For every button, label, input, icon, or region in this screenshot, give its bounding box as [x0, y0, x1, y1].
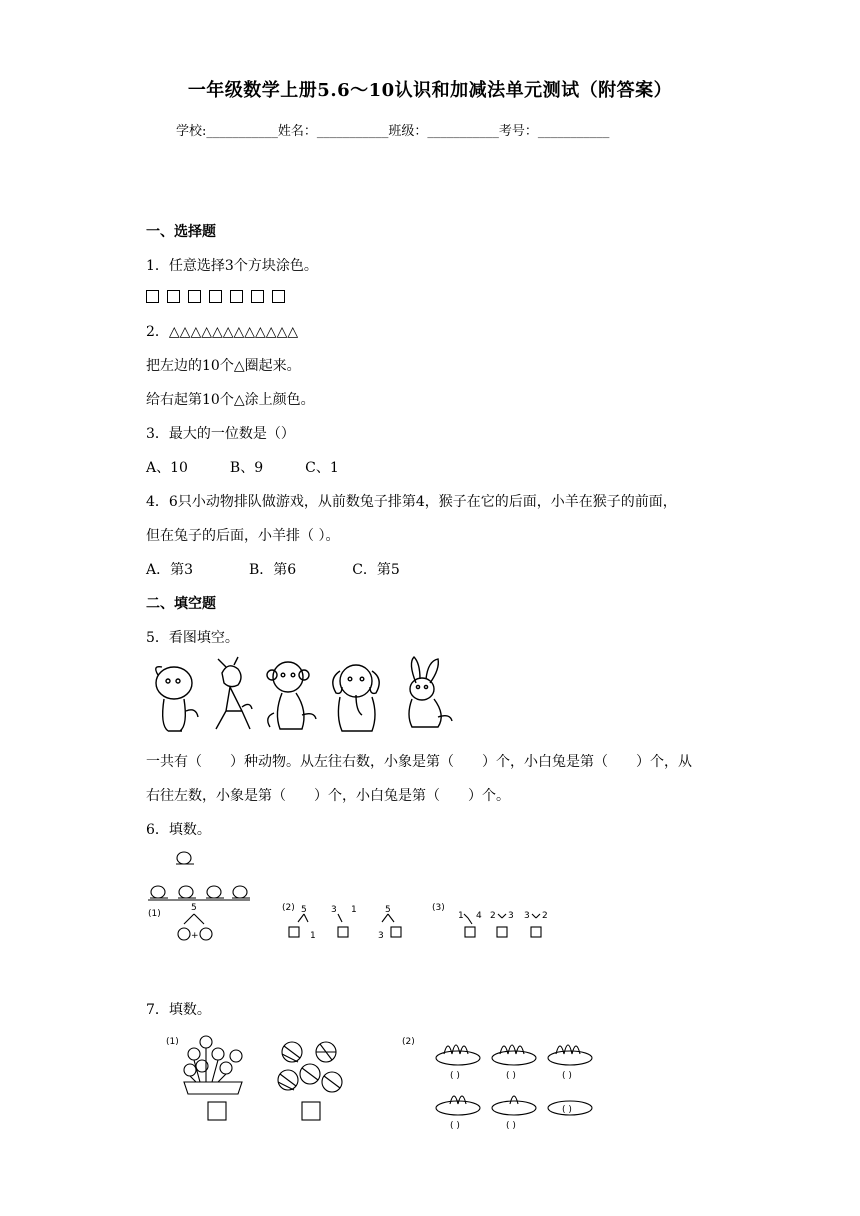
animals-illustration [146, 655, 466, 737]
q6-3b-box [497, 927, 507, 937]
q6-1-circle-right [200, 928, 212, 940]
q1-squares [146, 288, 293, 304]
deer-icon [216, 657, 252, 729]
q6-2b-right: 1 [351, 905, 357, 915]
question-6: 6．填数。 [146, 822, 211, 838]
question-5-line-1: 一共有（ ）种动物。从左往右数，小象是第（ ）个，小白兔是第（ ）个，从 [146, 754, 692, 770]
question-5: 5．看图填空。 [146, 630, 239, 646]
ball-icon-group [278, 1042, 342, 1092]
q6-1-label: (1) [148, 909, 161, 919]
square-6[interactable] [251, 290, 264, 303]
q6-3a-box [465, 927, 475, 937]
q6-1-circle-left [178, 928, 190, 940]
bird-icon-top [176, 852, 194, 864]
question-5-line-2: 右往左数，小象是第（ ）个，小白兔是第（ ）个。 [146, 788, 510, 804]
q7-figure [166, 1030, 596, 1130]
question-2-task-b: 给右起第10个△涂上颜色。 [146, 392, 315, 408]
q7-paren-2: ( ) [506, 1071, 516, 1081]
question-2-task-a: 把左边的10个△圈起来。 [146, 358, 301, 374]
q7-1-box-right [302, 1102, 320, 1120]
q6-1-top: 5 [191, 903, 197, 913]
q6-3c-right: 2 [542, 911, 548, 921]
q7-paren-4: ( ) [450, 1121, 460, 1130]
q6-3c-box [531, 927, 541, 937]
question-3-options: A、10 B、9 C、1 [146, 460, 339, 476]
q6-3a-left: 1 [458, 911, 464, 921]
q6-3-label: (3) [432, 903, 445, 913]
section-choice-heading: 一、选择题 [146, 224, 216, 240]
q6-2b-box [338, 927, 348, 937]
q6-2a-right: 1 [310, 931, 316, 941]
question-7: 7．填数。 [146, 1002, 211, 1018]
q7-1-box-left [208, 1102, 226, 1120]
q6-3c-left: 3 [524, 911, 530, 921]
q6-2c-box [391, 927, 401, 937]
question-4-line-2: 但在兔子的后面，小羊排（ ）。 [146, 528, 340, 544]
question-4-options: A．第3 B．第6 C．第5 [146, 562, 400, 578]
q7-paren-6: ( ) [562, 1105, 572, 1115]
question-4-line-1: 4．6只小动物排队做游戏，从前数兔子排第4，猴子在它的后面，小羊在猴子的前面， [146, 494, 677, 510]
question-1: 1．任意选择3个方块涂色。 [146, 258, 318, 274]
q6-3b-left: 2 [490, 911, 496, 921]
q7-1-label: (1) [166, 1037, 179, 1047]
dog-icon [156, 667, 198, 731]
q6-1-op: + [191, 931, 199, 941]
square-2[interactable] [167, 290, 180, 303]
square-5[interactable] [230, 290, 243, 303]
bird-icon-row [150, 886, 250, 898]
page-title: 一年级数学上册5.6～10认识和加减法单元测试（附答案） [187, 80, 673, 101]
q7-paren-5: ( ) [506, 1121, 516, 1130]
q6-3b-right: 3 [508, 911, 514, 921]
q6-2a-top: 5 [301, 905, 307, 915]
square-3[interactable] [188, 290, 201, 303]
question-3: 3．最大的一位数是（） [146, 426, 295, 442]
q7-paren-1: ( ) [450, 1071, 460, 1081]
q6-2b-left: 3 [331, 905, 337, 915]
elephant-icon [333, 665, 379, 731]
q6-2c-top: 5 [385, 905, 391, 915]
q7-paren-3: ( ) [562, 1071, 572, 1081]
square-7[interactable] [272, 290, 285, 303]
flower-pot-icon [184, 1036, 242, 1094]
square-1[interactable] [146, 290, 159, 303]
q6-2a-box [289, 927, 299, 937]
section-fill-heading: 二、填空题 [146, 596, 216, 612]
q6-2c-left: 3 [378, 931, 384, 941]
rabbit-icon [409, 657, 452, 727]
q6-2-label: (2) [282, 903, 295, 913]
q7-2-label: (2) [402, 1037, 415, 1047]
monkey-icon [267, 662, 316, 729]
square-4[interactable] [209, 290, 222, 303]
question-2: 2．△△△△△△△△△△△△ [146, 324, 299, 340]
q6-figure [146, 848, 566, 948]
student-info-line: 学校:___________姓名：___________班级：___________考号：___________ [176, 124, 610, 139]
q6-3a-right: 4 [476, 911, 482, 921]
